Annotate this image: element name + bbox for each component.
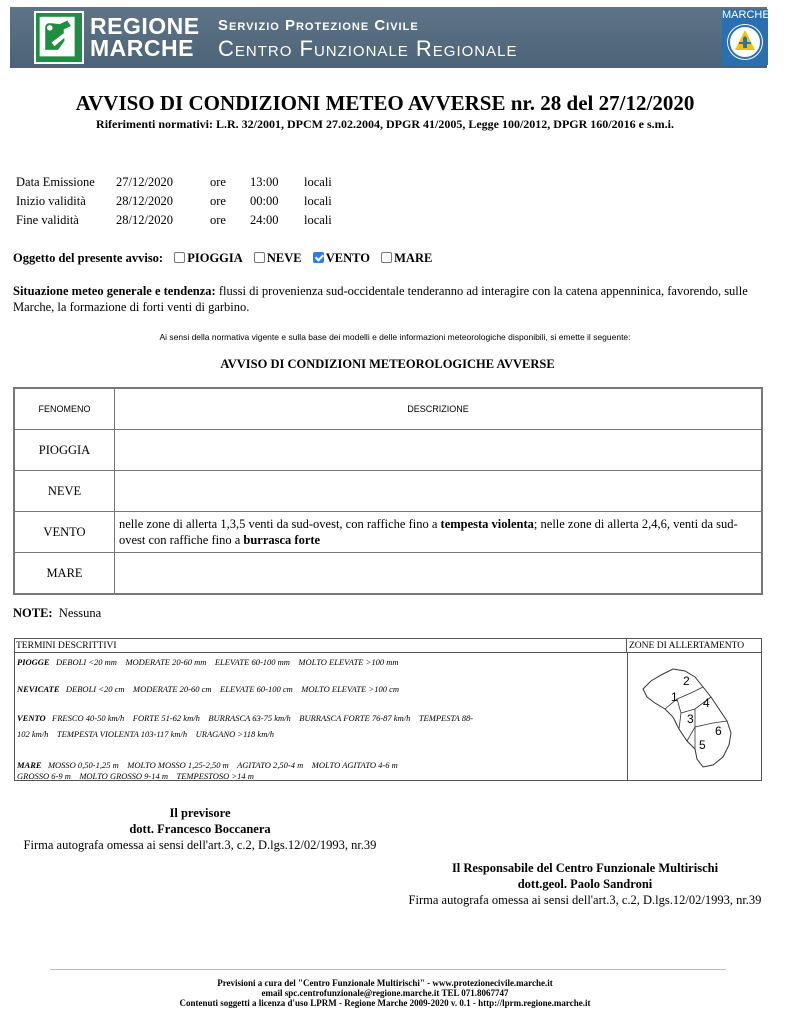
checkbox-label-pioggia: PIOGGIA	[187, 251, 243, 265]
protezione-civile-badge	[722, 9, 768, 65]
header-banner	[10, 7, 770, 68]
col-descrizione: DESCRIZIONE	[115, 388, 763, 430]
date-value: 28/12/2020	[116, 194, 173, 208]
descrizione-cell	[115, 553, 763, 595]
table-row	[14, 553, 762, 595]
region-name	[90, 15, 200, 59]
fenomeno-cell: VENTO	[14, 512, 115, 553]
note-label: NOTE:	[13, 606, 53, 620]
time-value: 24:00	[250, 213, 279, 227]
alert-zones-map	[633, 663, 743, 771]
legend-divider	[627, 653, 628, 780]
legend-zones-header: ZONE DI ALLERTAMENTO	[627, 639, 761, 653]
note-row	[13, 606, 101, 621]
legend-mare-cont	[17, 770, 254, 782]
ore-label: ore	[210, 194, 226, 208]
ai-sensi-note: Ai sensi della normativa vigente e sulla base dei modelli e delle informazioni meteorologiche disponibili, si emette il seguente:	[159, 332, 631, 342]
validity-dates	[14, 173, 334, 230]
fenomeno-cell: MARE	[14, 553, 115, 595]
time-value: 00:00	[250, 194, 279, 208]
legend-vento-cont	[17, 728, 274, 740]
checkbox-neve[interactable]	[254, 252, 265, 263]
forecaster-signature-note: Firma autografa omessa ai sensi dell'art.3, c.2, D.lgs.12/02/1993, nr.39	[23, 838, 377, 852]
zone-label: 4	[703, 696, 710, 710]
vento-desc-part: ; nelle zone di allerta 2,4,6, venti da sud-ovest con raffiche fino a	[119, 517, 738, 547]
legend-mare-line2: GROSSO 6-9 m MOLTO GROSSO 9-14 m TEMPESTOSO >14 m	[17, 771, 254, 781]
date-row	[14, 211, 334, 230]
date-value: 28/12/2020	[116, 213, 173, 227]
regione-logo-icon	[36, 13, 82, 62]
oggetto-row	[13, 251, 432, 266]
checkbox-mare[interactable]	[381, 252, 392, 263]
center-name: Centro Funzionale Regionale	[218, 36, 518, 61]
locali-label: locali	[304, 194, 332, 208]
date-label: Inizio validità	[16, 194, 86, 208]
table-row	[14, 512, 762, 553]
checkbox-vento[interactable]	[313, 252, 324, 263]
responsible-name: dott.geol. Paolo Sandroni	[517, 877, 653, 891]
locali-label: locali	[304, 213, 332, 227]
table-header-row	[14, 388, 762, 430]
badge-label: MARCHE	[722, 9, 770, 21]
date-row	[14, 173, 334, 192]
descrizione-cell	[115, 430, 763, 471]
checkbox-label-vento: VENTO	[325, 251, 370, 265]
legend-nevicate	[17, 683, 399, 695]
table-row	[14, 430, 762, 471]
legend-piogge-label: PIOGGE	[17, 657, 50, 667]
table-row	[14, 471, 762, 512]
zone-label: 2	[683, 674, 690, 688]
service-block	[218, 17, 517, 62]
regione-marche-logo	[34, 11, 84, 64]
oggetto-label: Oggetto del presente avviso:	[13, 251, 164, 265]
descrizione-cell	[115, 471, 763, 512]
legend-nevicate-text: DEBOLI <20 cm MODERATE 20-60 cm ELEVATE 60-100 cm MOLTO ELEVATE >100 cm	[65, 684, 399, 694]
note-value: Nessuna	[58, 606, 102, 620]
phenomena-table	[13, 387, 763, 595]
vento-desc-emphasis: tempesta violenta	[440, 517, 534, 531]
fenomeno-cell: NEVE	[14, 471, 115, 512]
responsible-title: Il Responsabile del Centro Funzionale Multirischi	[451, 861, 719, 875]
descrizione-cell	[115, 512, 763, 553]
situazione-paragraph	[13, 283, 753, 315]
date-value: 27/12/2020	[116, 175, 173, 189]
time-value: 13:00	[250, 175, 279, 189]
responsible-signature	[375, 860, 795, 908]
legend-vento	[17, 712, 473, 724]
page-title: AVVISO DI CONDIZIONI METEO AVVERSE nr. 28 del 27/12/2020	[75, 91, 695, 115]
col-fenomeno: FENOMENO	[14, 388, 115, 430]
legend-nevicate-label: NEVICATE	[17, 684, 60, 694]
region-line-2: MARCHE	[90, 35, 194, 61]
ore-label: ore	[210, 213, 226, 227]
legend-terms-header: TERMINI DESCRITTIVI	[15, 639, 627, 653]
situazione-text: flussi di provenienza sud-occidentale tenderanno ad interagire con la catena appenninica, favorendo, sulle Marche, la formazione di forti venti di garbino.	[13, 284, 748, 314]
avviso-heading: AVVISO DI CONDIZIONI METEOROLOGICHE AVVERSE	[220, 357, 555, 371]
legend-vento-line2: 102 km/h TEMPESTA VIOLENTA 103-117 km/h URAGANO >118 km/h	[17, 729, 274, 739]
fenomeno-cell: PIOGGIA	[14, 430, 115, 471]
protezione-civile-icon	[727, 24, 763, 60]
footer-divider	[50, 969, 726, 970]
zone-label: 6	[715, 724, 722, 738]
footer-line-3: Contenuti soggetti a licenza d'uso LPRM - Regione Marche 2009-2020 v. 0.1 - http://lprm.regione.marche.it	[179, 998, 591, 1008]
footer-line-1: Previsioni a cura del "Centro Funzionale Multirischi" - www.protezionecivile.marche.it	[217, 978, 553, 988]
forecaster-signature	[0, 805, 400, 853]
legend-piogge	[17, 656, 399, 668]
footer	[0, 978, 770, 1008]
vento-desc-emphasis: burrasca forte	[243, 533, 321, 547]
zone-label: 1	[671, 690, 678, 704]
legend-mare-label: MARE	[17, 760, 42, 770]
zone-label: 5	[699, 738, 706, 752]
normative-references: Riferimenti normativi: L.R. 32/2001, DPCM 27.02.2004, DPGR 41/2005, Legge 100/2012, DPGR 160/2016 e s.m.i.	[96, 117, 674, 131]
zone-label: 3	[687, 712, 694, 726]
ore-label: ore	[210, 175, 226, 189]
legend-piogge-text: DEBOLI <20 mm MODERATE 20-60 mm ELEVATE 60-100 mm MOLTO ELEVATE >100 mm	[55, 657, 399, 667]
forecaster-name: dott. Francesco Boccanera	[129, 822, 271, 836]
checkbox-label-mare: MARE	[394, 251, 433, 265]
date-label: Data Emissione	[16, 175, 95, 189]
footer-line-2: email spc.centrofunzionale@regione.marche.it TEL 071.8067747	[261, 988, 509, 998]
checkbox-label-neve: NEVE	[266, 251, 302, 265]
responsible-signature-note: Firma autografa omessa ai sensi dell'art.3, c.2, D.lgs.12/02/1993, nr.39	[408, 893, 762, 907]
legend-vento-label: VENTO	[17, 713, 46, 723]
checkbox-pioggia[interactable]	[174, 252, 185, 263]
region-line-1: REGIONE	[90, 13, 200, 39]
service-name: Servizio Protezione Civile	[218, 17, 419, 34]
legend-vento-line1: FRESCO 40-50 km/h FORTE 51-62 km/h BURRASCA 63-75 km/h BURRASCA FORTE 76-87 km/h TEMPESTA 88-	[52, 713, 474, 723]
locali-label: locali	[304, 175, 332, 189]
situazione-label: Situazione meteo generale e tendenza:	[13, 284, 216, 298]
vento-desc-part: nelle zone di allerta 1,3,5 venti da sud-ovest, con raffiche fino a	[119, 517, 441, 531]
forecaster-title: Il previsore	[169, 806, 231, 820]
date-label: Fine validità	[16, 213, 79, 227]
date-row	[14, 192, 334, 211]
legend-mare-line1: MOSSO 0,50-1,25 m MOLTO MOSSO 1,25-2,50 m AGITATO 2,50-4 m MOLTO AGITATO 4-6 m	[47, 760, 398, 770]
